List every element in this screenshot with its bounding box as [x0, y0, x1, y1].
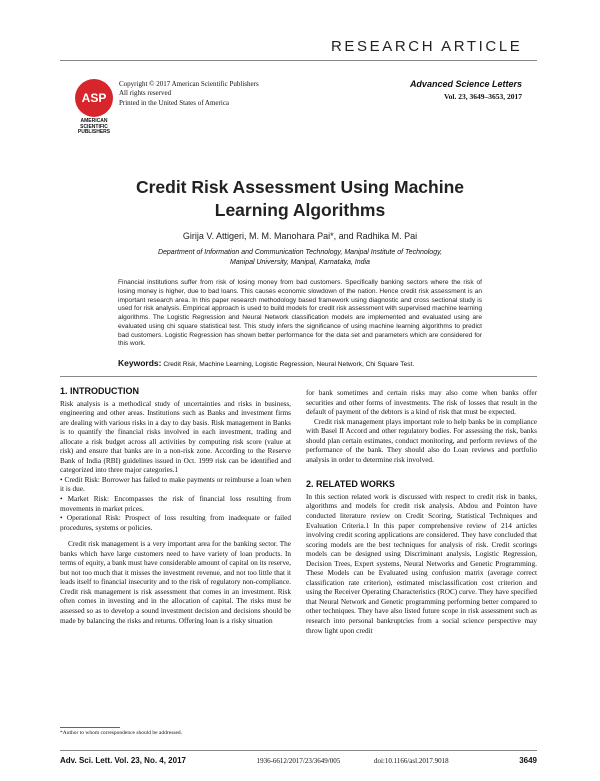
paper-title: Credit Risk Assessment Using Machine Learning Algorithms [135, 177, 465, 220]
page-footer [60, 756, 537, 765]
footnote-rule [60, 727, 120, 728]
copyright-block: Copyright © 2017 American Scientific Publishers All rights reserved Printed in the United States of America [119, 80, 259, 107]
right-column [306, 389, 537, 636]
footer-rule [60, 750, 537, 751]
intro-paragraph-2: Credit risk management is a very important area for the banking sector. The banks which have large customers need to have variety of loan products. In terms of equity, a bank must have considerable amount of capital on its reserve, but not too much that it misses the investment revenue, and not too little that it leads itself to financial insecurity and to the risk of regulatory non-compliance. Credit risk management is risk assessment that comes in an investment. Risk often comes in investing and in the allocation of capital. The risks must be assessed so as to develop a sound investment decision and decisions should be made by balancing the risks and returns. Offering loan is a risky situation [60, 540, 291, 625]
keywords-label: Keywords: [118, 358, 162, 368]
footer-issn: 1936-6612/2017/23/3649/005 [256, 757, 341, 765]
header-rule [60, 60, 537, 61]
bullet-market-risk: • Market Risk: Encompasses the risk of financial loss resulting from movements in market prices. [60, 495, 291, 513]
keywords-list: Credit Risk, Machine Learning, Logistic Regression, Neural Network, Chi Square Test. [163, 361, 415, 368]
publisher-logo-text: AMERICAN SCIENTIFIC PUBLISHERS [77, 118, 111, 136]
footer-citation: Adv. Sci. Lett. Vol. 23, No. 4, 2017 [60, 756, 186, 765]
right-paragraph-2: Credit risk management plays important role to help banks be in compliance with Basel II Accord and other regulatory bodies. For assessing the risk, banks should plan certain estimates, conduct monitoring, and perform reviews of the performance of the bank. They should also do Loan reviews and portfolio analysis in order to determine risk involved. [306, 417, 537, 464]
author-list: Girija V. Attigeri, M. M. Manohara Pai*, and Radhika M. Pai [182, 231, 418, 241]
abstract: Financial institutions suffer from risk of losing money from bad customers. Specifically banking sectors where the risk of losing money is higher, due to bad loans. This causes economic slowdown of the nation. Hence credit risk assessment is an important research area. In this paper research methodology based framework using diagnostic and cross sectional study is used for risk analysis. Empirical approach is used to build models for credit risk assessment with supervised machine learning algorithms. The Logistic Regression and Neural Network classification models are implemented and evaluated using are evaluated using chi square statistical test. This study infers the significance of using machine learning algorithms to predict bad customers. Logistic Regression has shown better performance for the data set and parameters which are considered for this work. [118, 279, 482, 348]
keywords-line [118, 358, 498, 368]
bullet-credit-risk: • Credit Risk: Borrower has failed to make payments or reimburse a loan when it is due. [60, 475, 291, 494]
abstract-rule [60, 376, 537, 377]
publisher-logo-badge: ASP [75, 79, 113, 117]
right-paragraph-1: for bank sometimes and certain risks may also come when banks offer securities and other forms of investments. The risk of losses that result in the default of payment of the debtors is a kind of risk that must be expected. [306, 389, 537, 417]
footer-doi: doi:10.1166/asl.2017.9018 [373, 757, 449, 765]
publisher-logo [74, 79, 114, 136]
section-heading-related-works: 2. RELATED WORKS [306, 479, 395, 490]
footnote: *Author to whom correspondence should be addressed. [60, 730, 183, 736]
footer-identifiers [241, 757, 465, 765]
volume-info: Vol. 23, 3649–3653, 2017 [443, 92, 522, 101]
intro-paragraph-1: Risk analysis is a methodical study of uncertainties and risks in business, engineering and other areas. Institutions such as Banks and investment firms are dealing with various risks in a day to day basis. Risk management in Banks is to quantify the financial risks involved in each investment, trading and allocate a risk budget across all activities by computing risk score (value at risk) and ensure that banks are in a non-risk zone. According to the Reserve Bank of India (RBI) guidelines issued in Oct. 1999 risk can be identified and categorized into three major categories.1 [60, 399, 291, 475]
journal-info [410, 79, 522, 101]
page-number: 3649 [519, 756, 537, 765]
left-column [60, 387, 291, 626]
related-works-paragraph: In this section related work is discussed with respect to credit risk in banks, algorithms and models for credit risk analysis. Abdou and Pointon have conducted literature review on Credit Scoring, Statistical Techniques and Evaluation Criteria.1 In this paper comprehensive review of 214 articles involving credit scoring applications are considered. They have concluded that scoring models are the best techniques for analysis of risk. Credit scorings models can be designed using Discriminant analysis, Logistic Regression, Decision Trees, Expert systems, Neural Networks and Genetic Programming. These Models can be Evaluated using confusion matrix (average correct classification rate criterion), estimated misclassification cost criterion and using the Receiver Operating Characteristics (ROC) curve. They have specified that Neural Network and Genetic programming performing better compared to other techniques. They have also listed future scope in risk assessment such as research into personal bankruptcies from a social science perspective may throw light upon credit [306, 492, 537, 635]
article-type-banner: RESEARCH ARTICLE [331, 38, 523, 55]
journal-name: Advanced Science Letters [409, 79, 522, 89]
section-heading-introduction: 1. INTRODUCTION [60, 386, 140, 396]
affiliation: Department of Information and Communication Technology, Manipal Institute of Technology, Manipal University, Manipal, Karnataka, India [157, 249, 443, 266]
bullet-operational-risk: • Operational Risk: Prospect of loss resulting from inadequate or failed procedures, systems or policies. [60, 514, 291, 532]
